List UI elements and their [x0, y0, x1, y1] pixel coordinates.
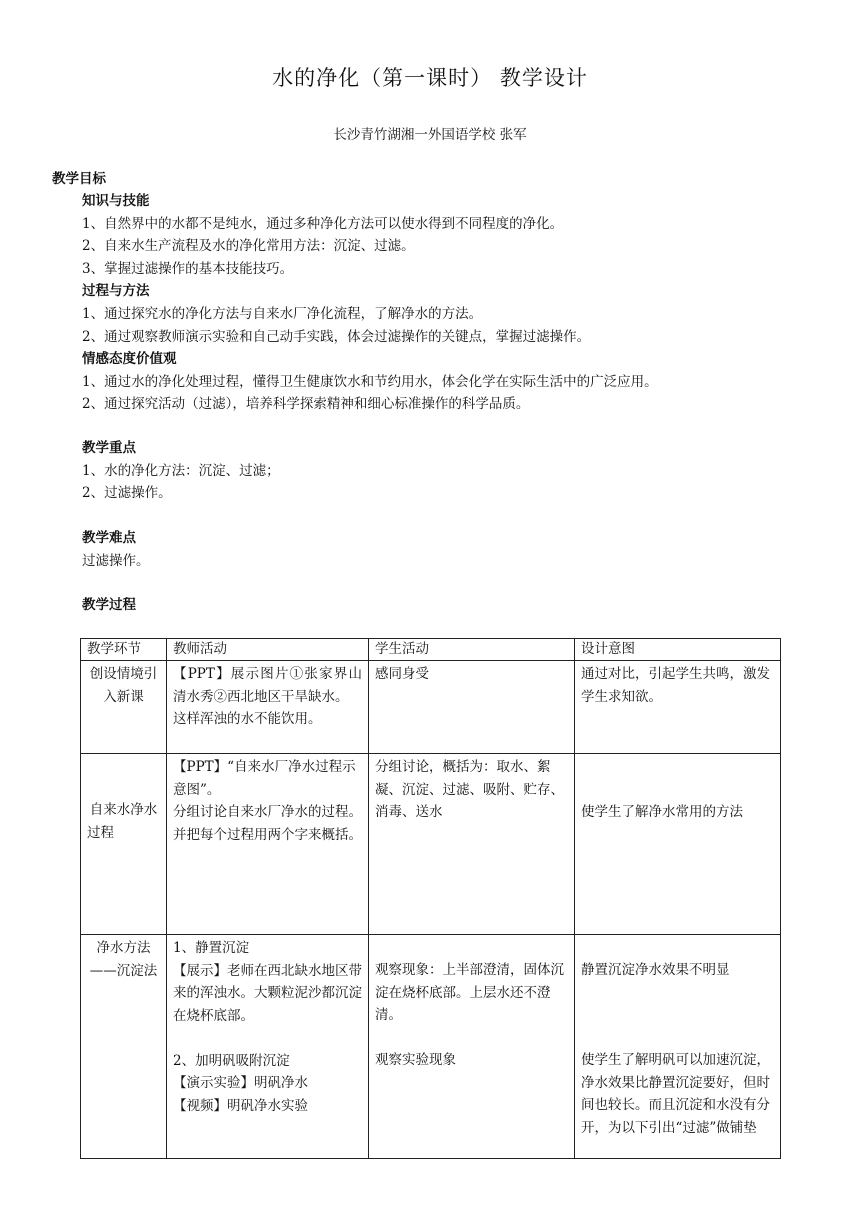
- teacher-activity-line: 分组讨论自来水厂净水的过程。并把每个过程用两个字来概括。: [173, 804, 362, 843]
- goals-section: [82, 190, 658, 416]
- stage-cell: 净水方法——沉淀法: [81, 935, 167, 1159]
- stage-cell: 自来水净水过程: [81, 754, 167, 935]
- knowledge-heading: 知识与技能: [82, 193, 150, 209]
- student-activity-cell: [369, 935, 575, 1159]
- table-header-cell: 设计意图: [575, 639, 781, 661]
- document-title: 水的净化（第一课时） 教学设计: [272, 66, 588, 90]
- teacher-activity-line: 【视频】明矾净水实验: [173, 1097, 308, 1114]
- design-intent-line: 使学生了解明矾可以加速沉淀，净水效果比静置沉淀要好，但时间也较长。而且沉淀和水没有分开，为以下引出“过滤”做铺垫: [581, 1052, 770, 1136]
- teacher-activity-cell: [167, 935, 369, 1159]
- teacher-activity-line: 1、静置沉淀: [173, 940, 250, 956]
- teacher-activity-line: 【展示】老师在西北缺水地区带来的浑浊水。大颗粒泥沙都沉淀在烧杯底部。: [173, 962, 362, 1024]
- emotion-item: 1、通过水的净化处理过程，懂得卫生健康饮水和节约用水，体会化学在实际生活中的广泛应用。: [82, 373, 658, 390]
- teacher-activity-line: 【PPT】“自来水厂净水过程示意图”。: [173, 759, 356, 798]
- student-activity-cell: 感同身受: [369, 661, 575, 754]
- key-points-heading: 教学重点: [82, 440, 136, 456]
- teacher-activity-cell: [167, 754, 369, 935]
- table-header-cell: 教学环节: [81, 639, 167, 661]
- difficulty-section: [82, 527, 150, 572]
- table-header-cell: 学生活动: [369, 639, 575, 661]
- teacher-activity-line: 【PPT】展示图片①张家界山清水秀②西北地区干旱缺水。: [173, 666, 362, 705]
- knowledge-item: 2、自来水生产流程及水的净化常用方法：沉淀、过滤。: [82, 238, 415, 255]
- difficulty-text: 过滤操作。: [82, 552, 150, 569]
- student-activity-line: 观察实验现象: [375, 1052, 456, 1068]
- student-activity-cell: 分组讨论，概括为：取水、絮凝、沉淀、过滤、吸附、贮存、消毒、送水: [369, 754, 575, 935]
- teacher-activity-line: 【演示实验】明矾净水: [173, 1075, 308, 1091]
- emotion-heading: 情感态度价值观: [82, 351, 177, 368]
- teacher-activity-line: 这样浑浊的水不能饮用。: [173, 711, 322, 727]
- key-points-section: [82, 437, 280, 505]
- design-intent-line: 静置沉淀净水效果不明显: [581, 962, 730, 978]
- table-row: [81, 935, 781, 1159]
- goals-heading: 教学目标: [52, 171, 106, 187]
- process-item: 2、通过观察教师演示实验和自己动手实践，体会过滤操作的关键点，掌握过滤操作。: [82, 328, 591, 345]
- table-row: [81, 754, 781, 935]
- design-intent-cell: [575, 935, 781, 1159]
- student-activity-line: 观察现象：上半部澄清，固体沉淀在烧杯底部。上层水还不澄清。: [375, 962, 564, 1023]
- design-intent-cell: 通过对比，引起学生共鸣，激发学生求知欲。: [575, 661, 781, 754]
- design-intent-text: 使学生了解净水常用的方法: [581, 804, 743, 820]
- emotion-item: 2、通过探究活动（过滤），培养科学探索精神和细心标准操作的科学品质。: [82, 396, 530, 413]
- author-line: 长沙青竹湖湘一外国语学校 张军: [333, 127, 527, 143]
- key-point-item: 2、过滤操作。: [82, 485, 172, 502]
- process-heading: 过程与方法: [82, 283, 150, 300]
- key-point-item: 1、水的净化方法：沉淀、过滤；: [82, 462, 280, 479]
- process-item: 1、通过探究水的净化方法与自来水厂净化流程，了解净水的方法。: [82, 305, 483, 322]
- process-table-heading: 教学过程: [82, 597, 136, 613]
- teacher-activity-cell: [167, 661, 369, 754]
- stage-cell: 创设情境引入新课: [81, 661, 167, 754]
- table-row: [81, 661, 781, 754]
- teacher-activity-line: 2、加明矾吸附沉淀: [173, 1052, 290, 1069]
- knowledge-item: 1、自然界中的水都不是纯水，通过多种净化方法可以使水得到不同程度的净化。: [82, 215, 564, 232]
- design-intent-cell: [575, 754, 781, 935]
- table-header-cell: 教师活动: [167, 639, 369, 661]
- lesson-process-table: [80, 638, 781, 1159]
- difficulty-heading: 教学难点: [82, 530, 136, 546]
- knowledge-item: 3、掌握过滤操作的基本技能技巧。: [82, 260, 294, 277]
- table-header-row: [81, 639, 781, 661]
